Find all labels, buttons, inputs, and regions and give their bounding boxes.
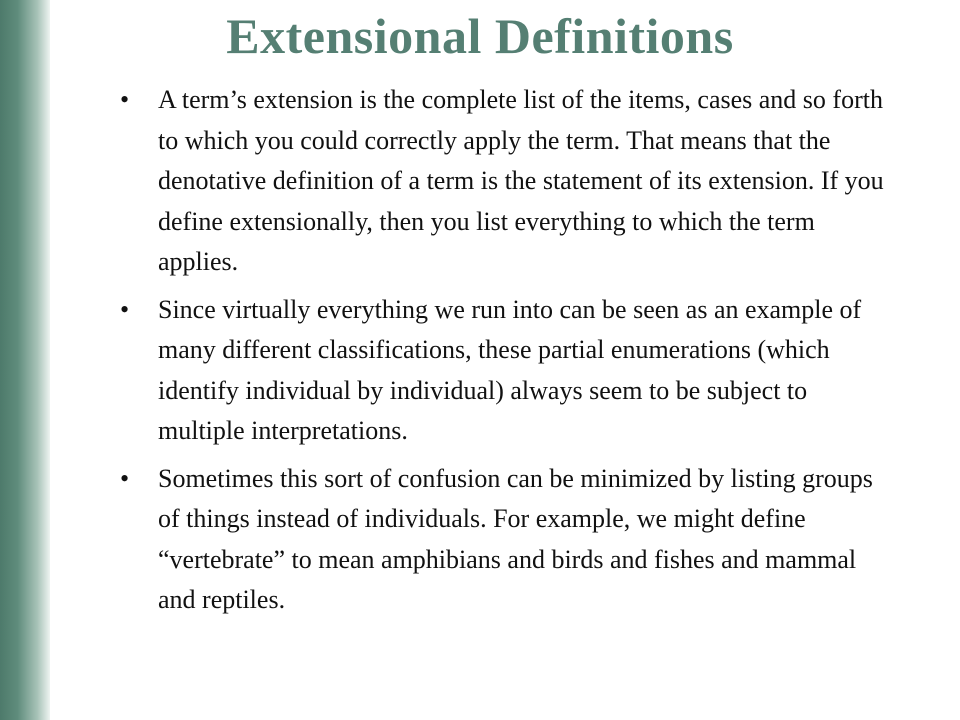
bullet-text: Since virtually everything we run into can be seen as an example of many different classifications, these partial enumerations (which identify individual by individual) always seem to be subject to multiple interpretations. [158,294,862,445]
bullet-text: Sometimes this sort of confusion can be minimized by listing groups of things instead of individuals. For example, we might define “vertebrate” to mean amphibians and birds and fishes and mammal and reptiles. [158,463,873,614]
bullet-list [108,80,898,628]
slide-title: Extensional Definitions [226,8,734,64]
bullet-point-icon: • [120,294,130,324]
bullet-point-icon: • [120,463,130,493]
bullet-text: A term’s extension is the complete list of the items, cases and so forth to which you could correctly apply the term. That means that the denotative definition of a term is the statement of its extension. If you define extensionally, then you list everything to which the term applies. [158,85,884,276]
bullet-item [108,80,898,283]
bullet-item [108,459,898,621]
bullet-item [108,290,898,452]
bullet-point-icon: • [120,85,130,114]
side-accent-bar [0,0,50,720]
